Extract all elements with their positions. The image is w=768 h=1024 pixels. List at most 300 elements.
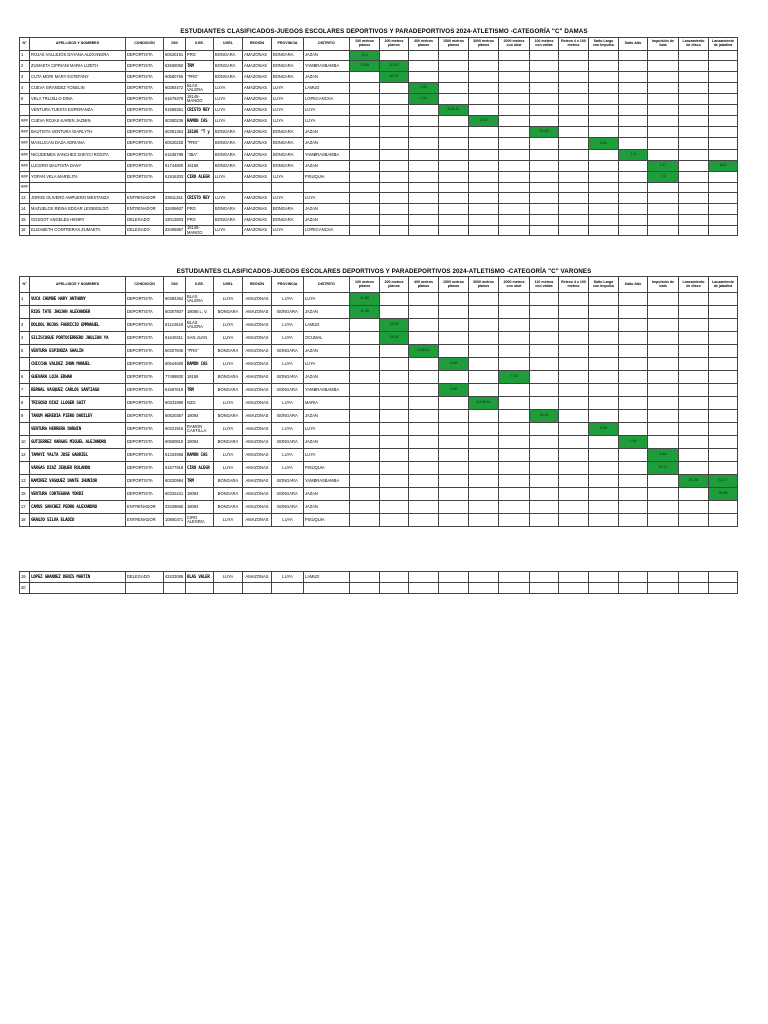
- table-row: [20, 116, 738, 127]
- varones-title: ESTUDIANTES CLASIFICADOS-JUEGOS ESCOLARES DEPORTIVOS Y PARADEPORTIVOS 2024-ATLETISMO -CATEGORÍA "C" VARONES: [176, 268, 592, 275]
- result-cell: [619, 61, 648, 72]
- result-cell: [380, 475, 409, 488]
- row-number: 1: [20, 51, 30, 61]
- row-number: 5: [20, 345, 30, 358]
- result-cell: [559, 127, 589, 138]
- result-cell: [439, 183, 469, 193]
- result-cell: [589, 514, 619, 527]
- result-cell: [530, 183, 559, 193]
- province: LUYA: [272, 423, 304, 436]
- row-number: 19: [20, 572, 30, 583]
- result-cell: [709, 410, 738, 423]
- result-cell: [709, 138, 738, 150]
- result-cell: [679, 138, 709, 150]
- damas-table: [19, 37, 738, 236]
- result-cell: [499, 204, 530, 215]
- result-cell: [380, 193, 409, 204]
- result-cell: [589, 475, 619, 488]
- region: AMAZONAS: [243, 345, 272, 358]
- result-cell: [709, 306, 738, 319]
- row-number: 4: [20, 83, 30, 94]
- varones-extra-table: [19, 571, 738, 594]
- district: LOPECANCHA: [304, 226, 350, 236]
- condition: DEPORTISTA: [126, 138, 164, 150]
- row-number: 13: [20, 475, 30, 488]
- result-cell: [589, 319, 619, 332]
- result-cell: [679, 332, 709, 345]
- result-cell: [559, 193, 589, 204]
- table-row: [20, 215, 738, 226]
- result-cell: [589, 72, 619, 83]
- condition: DEPORTISTA: [126, 172, 164, 183]
- school: CRISTO REY: [186, 105, 214, 116]
- athlete-name: BAUTISTA VENTURA GIARLYTH: [30, 127, 126, 138]
- result-cell: [409, 127, 439, 138]
- condition: DEPORTISTA: [126, 410, 164, 423]
- region: AMAZONAS: [243, 105, 272, 116]
- school: NZG: [186, 397, 214, 410]
- result-cell: [589, 449, 619, 462]
- result-cell: 0.55.11: [409, 345, 439, 358]
- province: LUYA: [272, 293, 304, 306]
- result-cell: [409, 384, 439, 397]
- dni: 60321916: [164, 423, 186, 436]
- result-cell: [619, 384, 648, 397]
- column-header: APELLIDOS Y NOMBRES: [30, 277, 126, 293]
- column-header: UGEL: [214, 277, 243, 293]
- result-cell: [499, 83, 530, 94]
- result-cell: [709, 583, 738, 594]
- ugel: LUYA: [214, 358, 243, 371]
- school: RAMON CASTILLA: [186, 423, 214, 436]
- condition: DEPORTISTA: [126, 83, 164, 94]
- athlete-name: CUEVA GRANDEZ YOSELIN: [30, 83, 126, 94]
- result-cell: [469, 371, 499, 384]
- result-cell: [679, 161, 709, 172]
- table-row: [20, 501, 738, 514]
- table-row: [20, 345, 738, 358]
- ugel: BONGARA: [214, 384, 243, 397]
- row-number: 20: [20, 583, 30, 594]
- table-row: [20, 384, 738, 397]
- result-cell: [350, 345, 380, 358]
- result-cell: [380, 226, 409, 236]
- result-cell: [679, 127, 709, 138]
- result-cell: [589, 127, 619, 138]
- result-cell: [439, 116, 469, 127]
- province: BONGARA: [272, 138, 304, 150]
- table-row: [20, 410, 738, 423]
- column-header: 400 metros planos: [409, 277, 439, 293]
- ugel: [214, 583, 243, 594]
- district: JAZAN: [304, 501, 350, 514]
- result-cell: [350, 332, 380, 345]
- region: AMAZONAS: [243, 116, 272, 127]
- result-cell: 11.89: [350, 293, 380, 306]
- column-header: 1500 metros planos: [439, 38, 469, 51]
- result-cell: 1.45: [619, 436, 648, 449]
- result-cell: [380, 397, 409, 410]
- result-cell: [499, 423, 530, 436]
- result-cell: [350, 572, 380, 583]
- result-cell: [559, 371, 589, 384]
- condition: DEPORTISTA: [126, 449, 164, 462]
- result-cell: 4.59: [439, 384, 469, 397]
- province: LUYA: [272, 94, 304, 105]
- column-header: REGIÓN: [243, 277, 272, 293]
- result-cell: [350, 193, 380, 204]
- result-cell: [648, 293, 679, 306]
- result-cell: [499, 172, 530, 183]
- row-number: 1: [20, 293, 30, 306]
- ugel: BONGARA: [214, 436, 243, 449]
- result-cell: [648, 572, 679, 583]
- school: 18084: [186, 488, 214, 501]
- result-cell: [439, 127, 469, 138]
- district: PISUQUIA: [304, 462, 350, 475]
- result-cell: [709, 371, 738, 384]
- result-cell: [559, 358, 589, 371]
- result-cell: [619, 449, 648, 462]
- column-header: DNI: [164, 38, 186, 51]
- result-cell: [439, 226, 469, 236]
- varones-table: [19, 276, 738, 527]
- result-cell: [648, 371, 679, 384]
- school: 18186: [186, 371, 214, 384]
- result-cell: [499, 384, 530, 397]
- column-header: II.EE.: [186, 277, 214, 293]
- result-cell: [350, 127, 380, 138]
- column-header: 110 metros con vallas: [530, 277, 559, 293]
- result-cell: [679, 423, 709, 436]
- result-cell: [619, 306, 648, 319]
- result-cell: [350, 204, 380, 215]
- result-cell: [530, 61, 559, 72]
- result-cell: [469, 423, 499, 436]
- condition: ENTRENADOR: [126, 501, 164, 514]
- result-cell: [589, 462, 619, 475]
- result-cell: [469, 127, 499, 138]
- ugel: LUYA: [214, 572, 243, 583]
- region: AMAZONAS: [243, 293, 272, 306]
- row-number: 14: [20, 204, 30, 215]
- table-row: [20, 193, 738, 204]
- result-cell: 18.5: [709, 161, 738, 172]
- region: AMAZONAS: [243, 410, 272, 423]
- dni: 33811251: [164, 193, 186, 204]
- result-cell: [469, 204, 499, 215]
- athlete-name: GOSGOT ANGELES HENRY: [30, 215, 126, 226]
- result-cell: [350, 423, 380, 436]
- result-cell: [380, 371, 409, 384]
- table-row: [20, 319, 738, 332]
- school: RAMON CAS: [186, 116, 214, 127]
- result-cell: 13.4: [350, 51, 380, 61]
- result-cell: [559, 293, 589, 306]
- condition: DEPORTISTA: [126, 51, 164, 61]
- condition: DEPORTISTA: [126, 306, 164, 319]
- result-cell: [350, 488, 380, 501]
- result-cell: [499, 583, 530, 594]
- result-cell: [530, 193, 559, 204]
- result-cell: [350, 501, 380, 514]
- result-cell: [648, 183, 679, 193]
- result-cell: [469, 501, 499, 514]
- result-cell: [679, 72, 709, 83]
- ugel: LUYA: [214, 293, 243, 306]
- school: BLAS VALER: [186, 572, 214, 583]
- result-cell: [499, 105, 530, 116]
- column-header: Lanzamiento de jabalina: [709, 38, 738, 51]
- result-cell: [380, 293, 409, 306]
- table-row: [20, 306, 738, 319]
- district: JAZAN: [304, 51, 350, 61]
- row-number: 10: [20, 436, 30, 449]
- result-cell: [648, 410, 679, 423]
- table-row: [20, 449, 738, 462]
- athlete-name: [30, 183, 126, 193]
- result-cell: [469, 436, 499, 449]
- table-row: [20, 583, 738, 594]
- result-cell: [530, 105, 559, 116]
- result-cell: [559, 83, 589, 94]
- row-number: 18: [20, 514, 30, 527]
- result-cell: [559, 384, 589, 397]
- result-cell: [648, 138, 679, 150]
- result-cell: [679, 204, 709, 215]
- school: "PRG": [186, 345, 214, 358]
- region: AMAZONAS: [243, 384, 272, 397]
- row-number: 15: [20, 488, 30, 501]
- column-header: 1500 metros planos: [439, 277, 469, 293]
- result-cell: [559, 172, 589, 183]
- dni: 60307845: [164, 345, 186, 358]
- result-cell: [619, 423, 648, 436]
- result-cell: [499, 138, 530, 150]
- result-cell: [648, 204, 679, 215]
- result-cell: [589, 332, 619, 345]
- table-row: [20, 358, 738, 371]
- result-cell: [409, 161, 439, 172]
- region: AMAZONAS: [243, 193, 272, 204]
- result-cell: [439, 514, 469, 527]
- dni: 60332421: [164, 488, 186, 501]
- result-cell: [619, 462, 648, 475]
- result-cell: [380, 215, 409, 226]
- result-cell: 31.17: [709, 475, 738, 488]
- result-cell: [499, 72, 530, 83]
- result-cell: [380, 358, 409, 371]
- condition: DEPORTISTA: [126, 475, 164, 488]
- result-cell: [499, 215, 530, 226]
- result-cell: [648, 61, 679, 72]
- district: JAZAN: [304, 410, 350, 423]
- result-cell: [619, 127, 648, 138]
- result-cell: [559, 72, 589, 83]
- province: BONGARA: [272, 384, 304, 397]
- result-cell: [380, 423, 409, 436]
- result-cell: 31.08: [679, 475, 709, 488]
- ugel: LUYA: [214, 514, 243, 527]
- result-cell: [679, 345, 709, 358]
- district: LUYA: [304, 358, 350, 371]
- result-cell: [589, 293, 619, 306]
- table-row: [20, 226, 738, 236]
- result-cell: 18.04: [530, 410, 559, 423]
- row-number: [20, 423, 30, 436]
- athlete-name: YOPAN VELA MARELITA: [30, 172, 126, 183]
- column-header: DISTRITO: [304, 277, 350, 293]
- result-cell: [350, 475, 380, 488]
- row-number: 7: [20, 384, 30, 397]
- region: AMAZONAS: [243, 475, 272, 488]
- result-cell: [589, 397, 619, 410]
- province: BONGARA: [272, 475, 304, 488]
- table-row: [20, 150, 738, 161]
- dni: 60381354: [164, 127, 186, 138]
- result-cell: [409, 116, 439, 127]
- result-cell: 6.01.31: [439, 105, 469, 116]
- ugel: LUYA: [214, 116, 243, 127]
- result-cell: [409, 475, 439, 488]
- ugel: BONGARA: [214, 488, 243, 501]
- result-cell: 13.69: [350, 61, 380, 72]
- result-cell: [409, 150, 439, 161]
- result-cell: [439, 345, 469, 358]
- result-cell: [499, 436, 530, 449]
- result-cell: [589, 51, 619, 61]
- ugel: BONGARA: [214, 204, 243, 215]
- district: LUYA: [304, 449, 350, 462]
- district: JAZAN: [304, 72, 350, 83]
- column-header: 400 metros planos: [409, 38, 439, 51]
- column-header: Salto Largo con Impulso: [589, 38, 619, 51]
- column-header: Lanzamiento de disco: [679, 38, 709, 51]
- result-cell: [409, 501, 439, 514]
- condition: DEPORTISTA: [126, 293, 164, 306]
- result-cell: 7.6: [648, 172, 679, 183]
- result-cell: [559, 226, 589, 236]
- dni: 77498830: [164, 371, 186, 384]
- result-cell: [559, 475, 589, 488]
- district: MARIA: [304, 397, 350, 410]
- column-header: PROVINCIA: [272, 277, 304, 293]
- dni: 61640311: [164, 332, 186, 345]
- result-cell: [350, 150, 380, 161]
- dni: 43433089: [164, 572, 186, 583]
- result-cell: [559, 215, 589, 226]
- district: LOPECANCHA: [304, 94, 350, 105]
- result-cell: [648, 397, 679, 410]
- result-cell: [380, 116, 409, 127]
- province: BONGARA: [272, 51, 304, 61]
- result-cell: [589, 358, 619, 371]
- result-cell: [679, 83, 709, 94]
- result-cell: [380, 572, 409, 583]
- athlete-name: [30, 583, 126, 594]
- result-cell: [589, 172, 619, 183]
- result-cell: [439, 94, 469, 105]
- result-cell: [559, 410, 589, 423]
- athlete-name: DOLDOL ROJAS FABRICIO EMMANUEL: [30, 319, 126, 332]
- result-cell: [409, 462, 439, 475]
- athlete-name: VELA TRUJILLO DINA: [30, 94, 126, 105]
- district: JAZAN: [304, 204, 350, 215]
- result-cell: [409, 423, 439, 436]
- athlete-name: GUEVARA LOJA EDWAR: [30, 371, 126, 384]
- result-cell: [648, 72, 679, 83]
- district: JAZAN: [304, 127, 350, 138]
- district: JAZAN: [304, 161, 350, 172]
- result-cell: [648, 94, 679, 105]
- result-cell: [499, 397, 530, 410]
- result-cell: 1.09: [409, 83, 439, 94]
- result-cell: [439, 138, 469, 150]
- column-header: N°: [20, 38, 30, 51]
- result-cell: [380, 583, 409, 594]
- result-cell: [380, 306, 409, 319]
- result-cell: 4.01: [589, 138, 619, 150]
- athlete-name: ZUMAETA CIPRIANI MARIA LIZETH: [30, 61, 126, 72]
- column-header: Impulsión de bala: [648, 277, 679, 293]
- result-cell: [709, 83, 738, 94]
- result-cell: [709, 116, 738, 127]
- school: 18084: [186, 410, 214, 423]
- ugel: LUYA: [214, 193, 243, 204]
- result-cell: 10.11: [648, 462, 679, 475]
- district: JAZAN: [304, 215, 350, 226]
- result-cell: [648, 475, 679, 488]
- ugel: LUYA: [214, 449, 243, 462]
- result-cell: [709, 204, 738, 215]
- dni: 60331990: [164, 397, 186, 410]
- result-cell: [619, 215, 648, 226]
- result-cell: [559, 583, 589, 594]
- result-cell: [589, 583, 619, 594]
- result-cell: [648, 488, 679, 501]
- result-cell: [380, 384, 409, 397]
- result-cell: 24.95: [709, 488, 738, 501]
- result-cell: [350, 436, 380, 449]
- result-cell: [589, 345, 619, 358]
- result-cell: [589, 371, 619, 384]
- result-cell: [439, 293, 469, 306]
- result-cell: [559, 572, 589, 583]
- result-cell: [619, 572, 648, 583]
- result-cell: [589, 572, 619, 583]
- result-cell: [409, 319, 439, 332]
- result-cell: [439, 332, 469, 345]
- result-cell: [530, 384, 559, 397]
- region: [243, 583, 272, 594]
- result-cell: [469, 358, 499, 371]
- row-number: ###: [20, 116, 30, 127]
- athlete-name: RIOS TATE JHOJAN ALEXANDER: [30, 306, 126, 319]
- result-cell: 11.96: [350, 306, 380, 319]
- result-cell: [439, 306, 469, 319]
- result-cell: [350, 172, 380, 183]
- athlete-name: CUEVA ROJAS KAREN JAZMIN: [30, 116, 126, 127]
- dni: 61577918: [164, 462, 186, 475]
- condition: DEPORTISTA: [126, 358, 164, 371]
- district: LUYA: [304, 293, 350, 306]
- dni: 43013803: [164, 215, 186, 226]
- result-cell: [709, 94, 738, 105]
- result-cell: [469, 94, 499, 105]
- result-cell: [559, 138, 589, 150]
- result-cell: [709, 293, 738, 306]
- region: AMAZONAS: [243, 61, 272, 72]
